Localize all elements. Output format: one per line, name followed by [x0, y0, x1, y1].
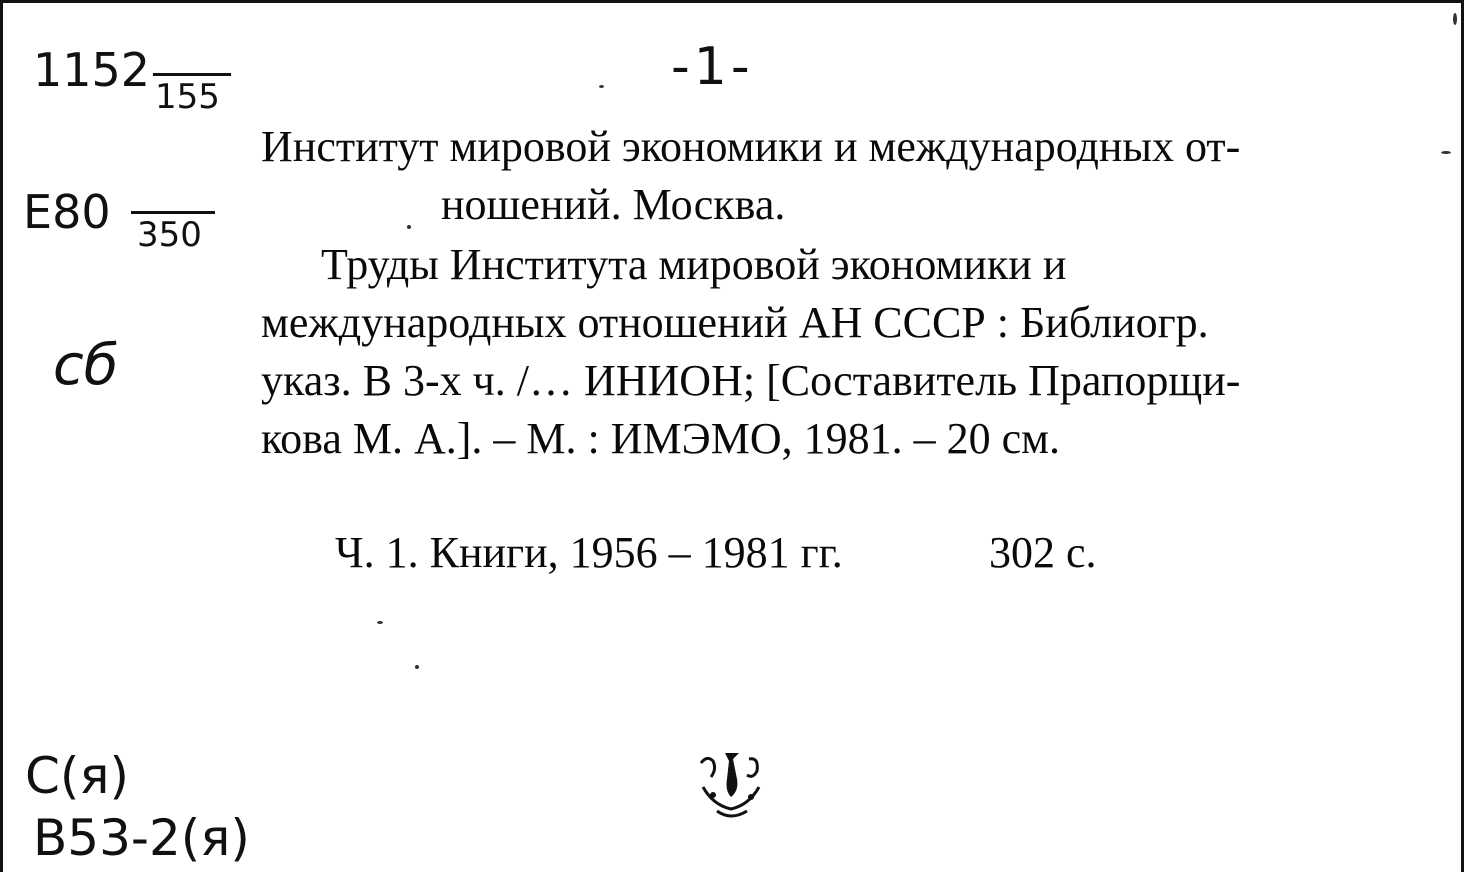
- part-description: Ч. 1. Книги, 1956 – 1981 гг.: [335, 528, 843, 577]
- shelf-code-1-rule: [153, 73, 231, 76]
- shelf-code-1: 1152: [33, 43, 151, 97]
- body-line-6: кова М. А.]. – М. : ИМЭМО, 1981. – 20 см.: [261, 414, 1060, 463]
- body-line-5: указ. В 3-х ч. /… ИНИОН; [Составитель Прапорщи-: [261, 356, 1241, 405]
- scan-speck: [407, 225, 411, 229]
- body-line-4: международных отношений АН СССР : Библиогр.: [261, 298, 1209, 347]
- shelf-code-2: E80: [23, 185, 111, 239]
- body-line-2: ношений. Москва.: [441, 180, 786, 229]
- shelf-code-1-sub: 155: [155, 77, 220, 117]
- scan-speck: [377, 621, 383, 624]
- class-code-2: В53-2(я): [33, 809, 250, 867]
- scan-speck: [599, 85, 604, 88]
- page-number: -1-: [671, 37, 754, 97]
- body-line-1: Институт мировой экономики и международных от-: [261, 122, 1241, 171]
- body-line-3: Труды Института мировой экономики и: [321, 240, 1067, 289]
- scan-speck: [1453, 13, 1457, 25]
- scan-speck: [415, 665, 419, 669]
- part-pages: 302 с.: [989, 528, 1097, 577]
- scan-speck: [1441, 151, 1451, 154]
- library-stamp-icon: [693, 749, 769, 825]
- shelf-code-2-sub: 350: [137, 215, 202, 255]
- handwritten-mark: сб: [53, 333, 119, 398]
- shelf-code-2-rule: [131, 211, 215, 214]
- class-code-1: С(я): [25, 747, 130, 805]
